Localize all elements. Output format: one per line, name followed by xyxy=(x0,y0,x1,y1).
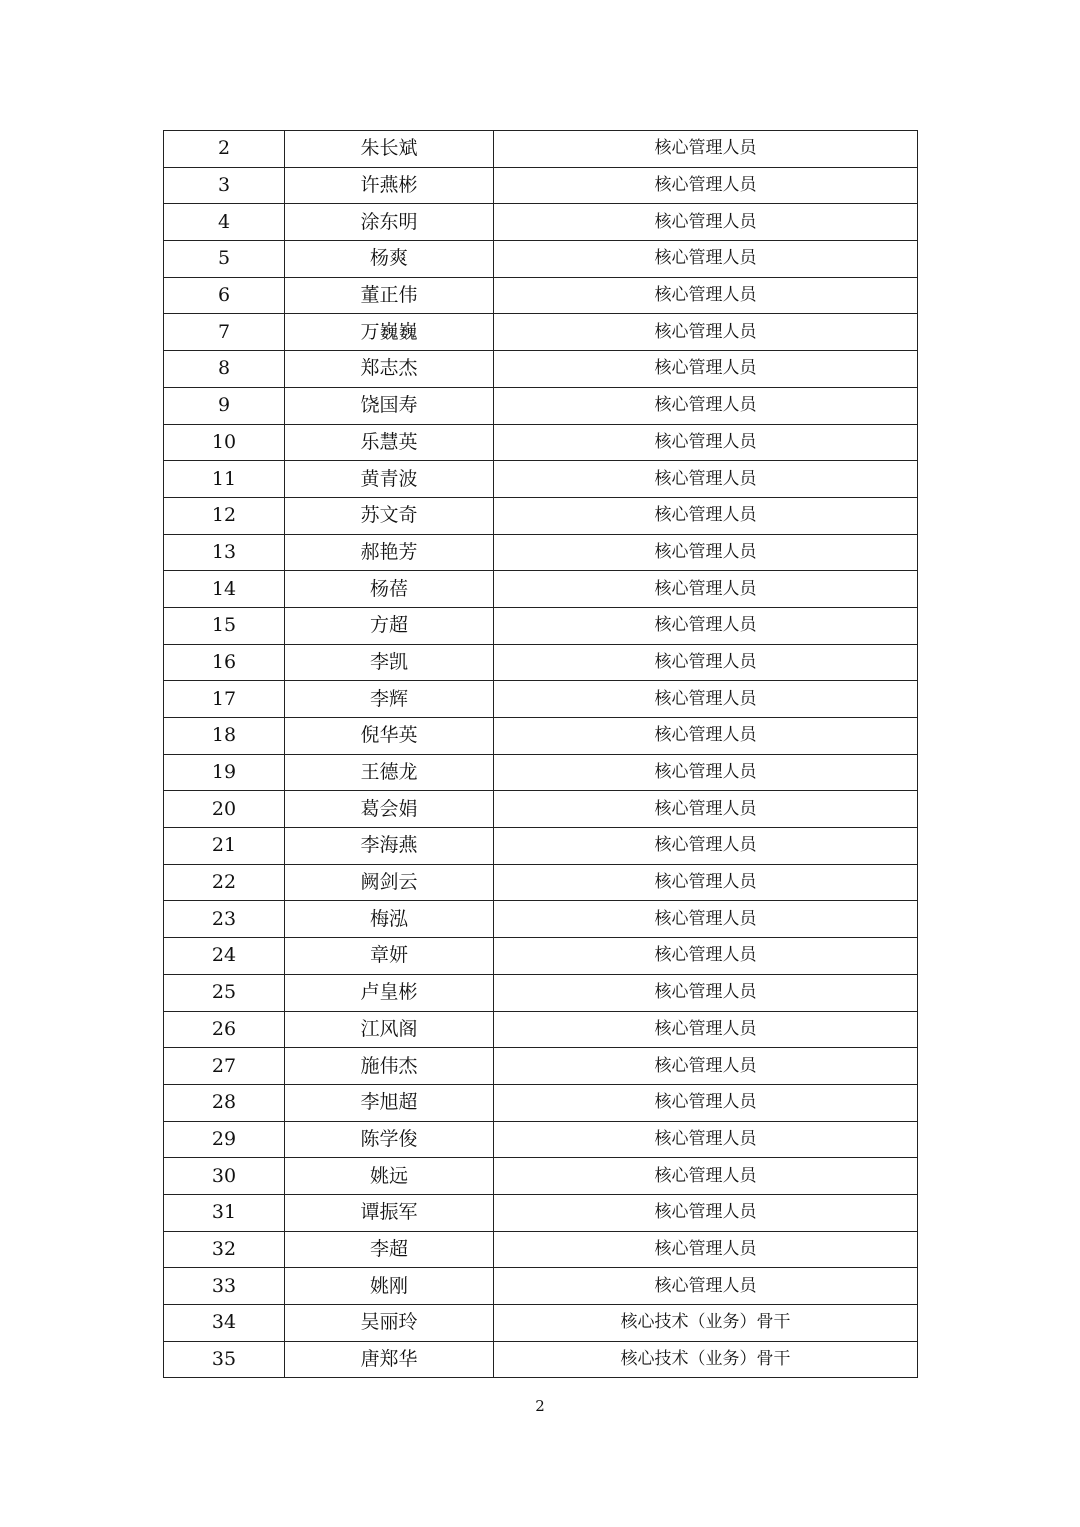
name-cell: 倪华英 xyxy=(285,718,494,755)
row-number-cell: 6 xyxy=(164,277,285,314)
row-number-cell: 4 xyxy=(164,204,285,241)
role-cell: 核心管理人员 xyxy=(494,131,918,168)
table-row xyxy=(164,461,918,498)
table-row xyxy=(164,681,918,718)
table-row xyxy=(164,167,918,204)
row-number-cell: 33 xyxy=(164,1268,285,1305)
role-cell: 核心管理人员 xyxy=(494,644,918,681)
row-number-cell: 28 xyxy=(164,1084,285,1121)
name-cell: 郝艳芳 xyxy=(285,534,494,571)
role-cell: 核心管理人员 xyxy=(494,1231,918,1268)
row-number-cell: 29 xyxy=(164,1121,285,1158)
table-row xyxy=(164,497,918,534)
name-cell: 许燕彬 xyxy=(285,167,494,204)
role-cell: 核心管理人员 xyxy=(494,938,918,975)
role-cell: 核心管理人员 xyxy=(494,351,918,388)
name-cell: 姚刚 xyxy=(285,1268,494,1305)
table-row xyxy=(164,791,918,828)
table-row xyxy=(164,1121,918,1158)
role-cell: 核心管理人员 xyxy=(494,974,918,1011)
name-cell: 杨蓓 xyxy=(285,571,494,608)
table-row xyxy=(164,534,918,571)
table-row xyxy=(164,1305,918,1342)
name-cell: 江风阁 xyxy=(285,1011,494,1048)
table-row xyxy=(164,864,918,901)
table-row xyxy=(164,571,918,608)
row-number-cell: 24 xyxy=(164,938,285,975)
role-cell: 核心管理人员 xyxy=(494,204,918,241)
role-cell: 核心管理人员 xyxy=(494,497,918,534)
name-cell: 方超 xyxy=(285,607,494,644)
name-cell: 李超 xyxy=(285,1231,494,1268)
name-cell: 陈学俊 xyxy=(285,1121,494,1158)
table-row xyxy=(164,1231,918,1268)
row-number-cell: 27 xyxy=(164,1048,285,1085)
table-row xyxy=(164,204,918,241)
row-number-cell: 31 xyxy=(164,1194,285,1231)
table-row xyxy=(164,754,918,791)
row-number-cell: 16 xyxy=(164,644,285,681)
row-number-cell: 26 xyxy=(164,1011,285,1048)
row-number-cell: 25 xyxy=(164,974,285,1011)
name-cell: 葛会娟 xyxy=(285,791,494,828)
table-row xyxy=(164,644,918,681)
role-cell: 核心管理人员 xyxy=(494,314,918,351)
row-number-cell: 9 xyxy=(164,387,285,424)
role-cell: 核心管理人员 xyxy=(494,864,918,901)
name-cell: 梅泓 xyxy=(285,901,494,938)
row-number-cell: 20 xyxy=(164,791,285,828)
name-cell: 涂东明 xyxy=(285,204,494,241)
role-cell: 核心技术（业务）骨干 xyxy=(494,1341,918,1378)
role-cell: 核心管理人员 xyxy=(494,828,918,865)
table-row xyxy=(164,1048,918,1085)
role-cell: 核心管理人员 xyxy=(494,387,918,424)
page-number: 2 xyxy=(535,1397,545,1415)
name-cell: 饶国寿 xyxy=(285,387,494,424)
row-number-cell: 11 xyxy=(164,461,285,498)
role-cell: 核心管理人员 xyxy=(494,534,918,571)
table-row xyxy=(164,938,918,975)
role-cell: 核心管理人员 xyxy=(494,1048,918,1085)
table-row xyxy=(164,277,918,314)
name-cell: 杨爽 xyxy=(285,241,494,278)
row-number-cell: 35 xyxy=(164,1341,285,1378)
table-row xyxy=(164,1341,918,1378)
row-number-cell: 34 xyxy=(164,1305,285,1342)
row-number-cell: 17 xyxy=(164,681,285,718)
role-cell: 核心管理人员 xyxy=(494,718,918,755)
table-row xyxy=(164,828,918,865)
row-number-cell: 7 xyxy=(164,314,285,351)
table-row xyxy=(164,607,918,644)
name-cell: 卢皇彬 xyxy=(285,974,494,1011)
row-number-cell: 10 xyxy=(164,424,285,461)
name-cell: 董正伟 xyxy=(285,277,494,314)
row-number-cell: 5 xyxy=(164,241,285,278)
name-cell: 李凯 xyxy=(285,644,494,681)
row-number-cell: 21 xyxy=(164,828,285,865)
table-row xyxy=(164,1268,918,1305)
name-cell: 黄青波 xyxy=(285,461,494,498)
row-number-cell: 30 xyxy=(164,1158,285,1195)
table-row xyxy=(164,387,918,424)
row-number-cell: 19 xyxy=(164,754,285,791)
table-row xyxy=(164,351,918,388)
table-row xyxy=(164,424,918,461)
name-cell: 苏文奇 xyxy=(285,497,494,534)
table-row xyxy=(164,718,918,755)
name-cell: 李辉 xyxy=(285,681,494,718)
name-cell: 万巍巍 xyxy=(285,314,494,351)
row-number-cell: 18 xyxy=(164,718,285,755)
role-cell: 核心管理人员 xyxy=(494,1268,918,1305)
name-cell: 阙剑云 xyxy=(285,864,494,901)
role-cell: 核心管理人员 xyxy=(494,1194,918,1231)
row-number-cell: 3 xyxy=(164,167,285,204)
personnel-table xyxy=(163,130,918,1378)
name-cell: 乐慧英 xyxy=(285,424,494,461)
role-cell: 核心管理人员 xyxy=(494,461,918,498)
row-number-cell: 23 xyxy=(164,901,285,938)
name-cell: 姚远 xyxy=(285,1158,494,1195)
name-cell: 李旭超 xyxy=(285,1084,494,1121)
row-number-cell: 15 xyxy=(164,607,285,644)
name-cell: 李海燕 xyxy=(285,828,494,865)
role-cell: 核心管理人员 xyxy=(494,277,918,314)
table-row xyxy=(164,974,918,1011)
table-row xyxy=(164,131,918,168)
name-cell: 吴丽玲 xyxy=(285,1305,494,1342)
table-row xyxy=(164,901,918,938)
table-row xyxy=(164,1084,918,1121)
row-number-cell: 14 xyxy=(164,571,285,608)
row-number-cell: 12 xyxy=(164,497,285,534)
role-cell: 核心管理人员 xyxy=(494,1158,918,1195)
table-row xyxy=(164,241,918,278)
role-cell: 核心管理人员 xyxy=(494,1121,918,1158)
role-cell: 核心管理人员 xyxy=(494,901,918,938)
name-cell: 朱长斌 xyxy=(285,131,494,168)
table-row xyxy=(164,1194,918,1231)
role-cell: 核心管理人员 xyxy=(494,1084,918,1121)
name-cell: 郑志杰 xyxy=(285,351,494,388)
role-cell: 核心管理人员 xyxy=(494,607,918,644)
role-cell: 核心管理人员 xyxy=(494,1011,918,1048)
name-cell: 施伟杰 xyxy=(285,1048,494,1085)
name-cell: 谭振军 xyxy=(285,1194,494,1231)
row-number-cell: 8 xyxy=(164,351,285,388)
row-number-cell: 13 xyxy=(164,534,285,571)
row-number-cell: 22 xyxy=(164,864,285,901)
role-cell: 核心管理人员 xyxy=(494,754,918,791)
table-row xyxy=(164,1011,918,1048)
row-number-cell: 32 xyxy=(164,1231,285,1268)
table-row xyxy=(164,1158,918,1195)
role-cell: 核心管理人员 xyxy=(494,791,918,828)
row-number-cell: 2 xyxy=(164,131,285,168)
table-body xyxy=(164,131,918,1378)
name-cell: 章妍 xyxy=(285,938,494,975)
role-cell: 核心管理人员 xyxy=(494,571,918,608)
role-cell: 核心管理人员 xyxy=(494,167,918,204)
role-cell: 核心管理人员 xyxy=(494,424,918,461)
role-cell: 核心技术（业务）骨干 xyxy=(494,1305,918,1342)
role-cell: 核心管理人员 xyxy=(494,681,918,718)
name-cell: 王德龙 xyxy=(285,754,494,791)
table-row xyxy=(164,314,918,351)
name-cell: 唐郑华 xyxy=(285,1341,494,1378)
role-cell: 核心管理人员 xyxy=(494,241,918,278)
